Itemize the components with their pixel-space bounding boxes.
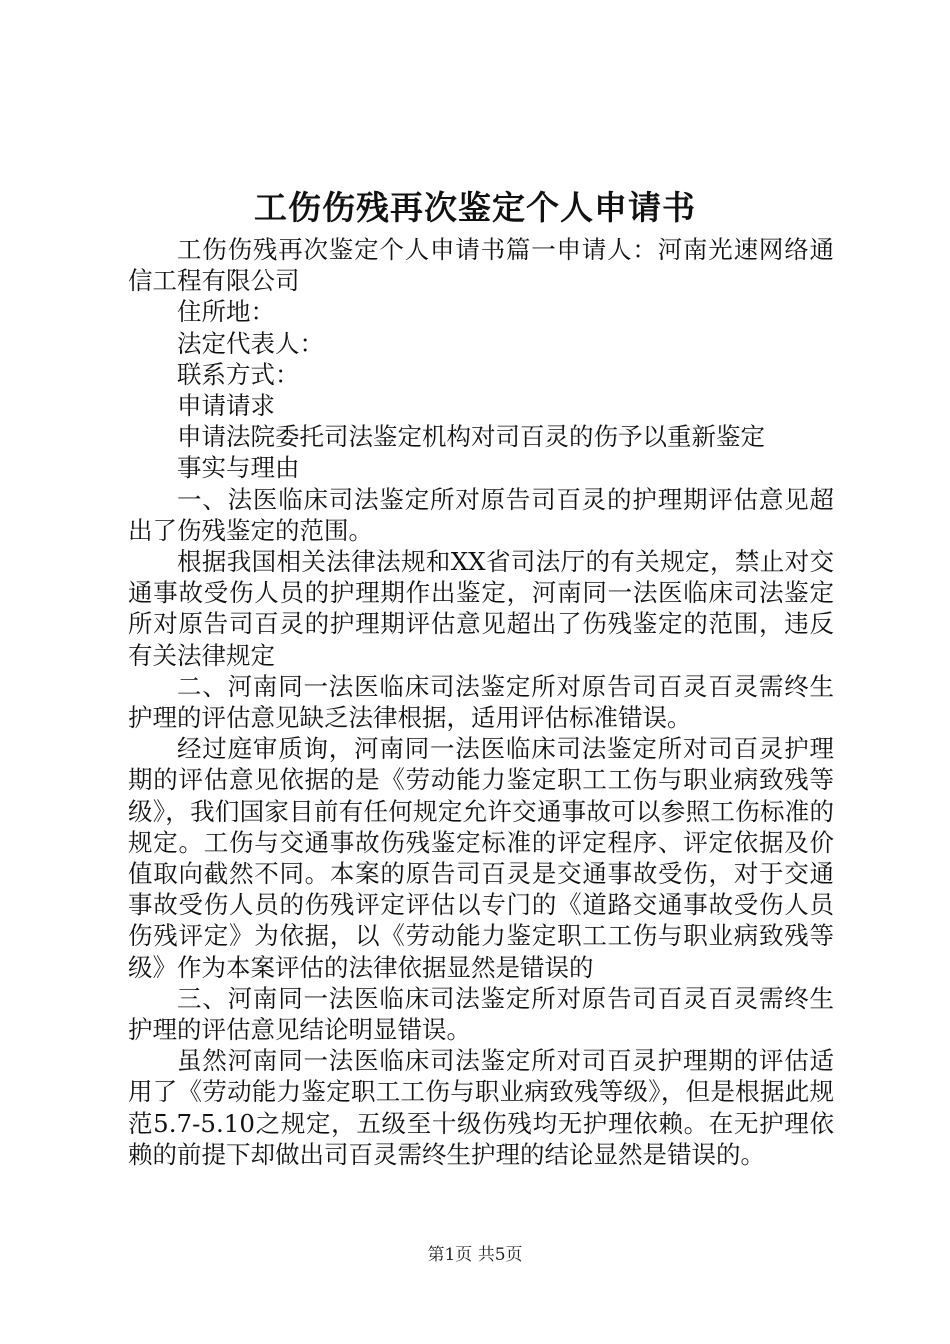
section-heading-request: 申请请求 <box>177 391 275 421</box>
page-number-footer: 第1页 共5页 <box>427 1245 523 1265</box>
paragraph-legal-representative: 法定代表人： <box>177 328 324 358</box>
paragraph-request: 申请法院委托司法鉴定机构对司百灵的伤予以重新鉴定 <box>177 422 765 452</box>
paragraph-contact: 联系方式： <box>177 359 300 389</box>
paragraph-point-1-detail: 根据我国相关法律法规和XX省司法厅的有关规定，禁止对交通事故受伤人员的护理期作出鉴定，河南同一法医临床司法鉴定所对原告司百灵的护理期评估意见超出了伤残鉴定的范围，违反有关法律规定 <box>128 547 834 670</box>
document-body <box>128 234 834 1170</box>
section-heading-facts: 事实与理由 <box>177 453 300 483</box>
paragraph-applicant: 工伤伤残再次鉴定个人申请书篇一申请人：河南光速网络通信工程有限公司 <box>128 235 834 296</box>
paragraph-point-1: 一、法医临床司法鉴定所对原告司百灵的护理期评估意见超出了伤残鉴定的范围。 <box>128 484 834 545</box>
paragraph-point-2: 二、河南同一法医临床司法鉴定所对原告司百灵百灵需终生护理的评估意见缺乏法律根据，适用评估标准错误。 <box>128 671 834 733</box>
paragraph-point-3-detail: 虽然河南同一法医临床司法鉴定所对司百灵护理期的评估适用了《劳动能力鉴定职工工伤与职业病致残等级》，但是根据此规范5.7-5.10之规定，五级至十级伤残均无护理依赖。在无护理依赖的前提下却做出司百灵需终生护理的结论显然是错误的。 <box>128 1046 834 1169</box>
paragraph-address: 住所地： <box>177 297 275 327</box>
document-title: 工伤伤残再次鉴定个人申请书 <box>254 188 696 227</box>
paragraph-point-3: 三、河南同一法医临床司法鉴定所对原告司百灵百灵需终生护理的评估意见结论明显错误。 <box>128 983 834 1045</box>
paragraph-point-2-detail: 经过庭审质询，河南同一法医临床司法鉴定所对司百灵护理期的评估意见依据的是《劳动能力鉴定职工工伤与职业病致残等级》，我们国家目前有任何规定允许交通事故可以参照工伤标准的规定。工伤与交通事故伤残鉴定标准的评定程序、评定依据及价值取向截然不同。本案的原告司百灵是交通事故受伤，对于交通事故受伤人员的伤残评定评估以专门的《道路交通事故受伤人员伤残评定》为依据，以《劳动能力鉴定职工工伤与职业病致残等级》作为本案评估的法律依据显然是错误的 <box>128 734 834 982</box>
